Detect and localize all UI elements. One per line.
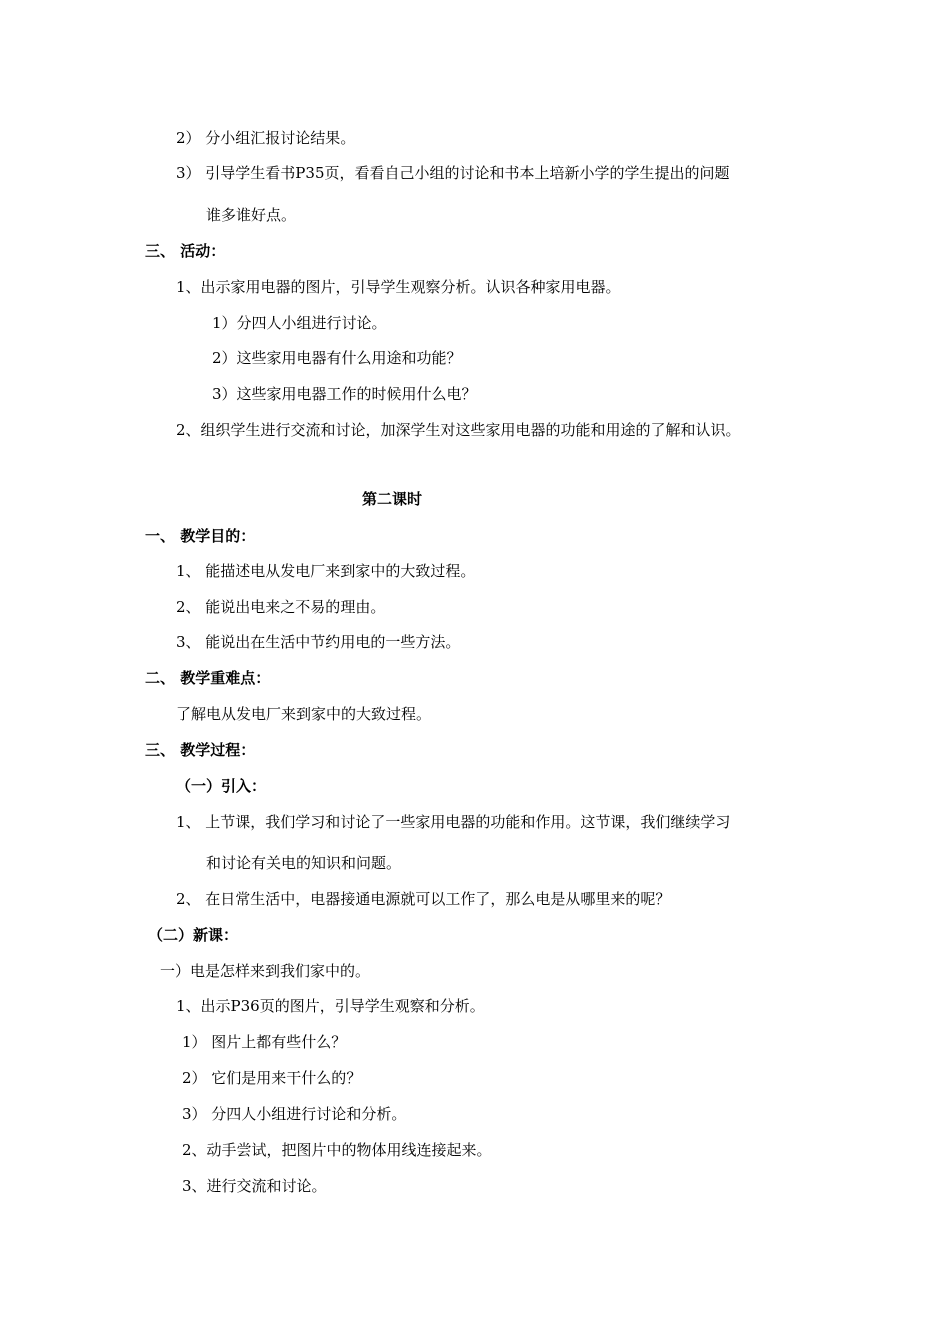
step-3-guide-cont: 谁多谁好点。 — [206, 206, 297, 224]
new-lesson-item-3: 3、进行交流和讨论。 — [182, 1177, 327, 1195]
activity-subitem-3: 3）这些家用电器工作的时候用什么电？ — [212, 385, 477, 403]
new-lesson-item-1: 1、出示P36页的图片，引导学生观察和分析。 — [176, 997, 485, 1015]
intro-item-1: 1、 上节课，我们学习和讨论了一些家用电器的功能和作用。这节课，我们继续学习 — [176, 813, 731, 831]
objective-item-1: 1、 能描述电从发电厂来到家中的大致过程。 — [176, 562, 476, 580]
key-point-text: 了解电从发电厂来到家中的大致过程。 — [176, 705, 432, 723]
new-lesson-item-2: 2、动手尝试，把图片中的物体用线连接起来。 — [182, 1141, 492, 1159]
intro-item-1-cont: 和讨论有关电的知识和问题。 — [206, 854, 402, 872]
step-3-guide: 3） 引导学生看书P35页，看看自己小组的讨论和书本上培新小学的学生提出的问题 — [176, 164, 730, 182]
section-heading-objectives: 一、 教学目的： — [145, 527, 256, 545]
section-heading-key-points: 二、 教学重难点： — [145, 669, 271, 687]
subsection-heading-new-lesson: （二）新课： — [148, 926, 239, 944]
section-heading-process: 三、 教学过程： — [145, 741, 256, 759]
new-lesson-topic-1: 一）电是怎样来到我们家中的。 — [160, 962, 371, 980]
lesson-title: 第二课时 — [362, 490, 423, 508]
intro-item-2: 2、 在日常生活中，电器接通电源就可以工作了，那么电是从哪里来的呢？ — [176, 890, 671, 908]
activity-subitem-2: 2）这些家用电器有什么用途和功能？ — [212, 349, 462, 367]
activity-subitem-1: 1）分四人小组进行讨论。 — [212, 314, 387, 332]
new-lesson-subitem-1: 1） 图片上都有些什么？ — [182, 1033, 347, 1051]
new-lesson-subitem-3: 3） 分四人小组进行讨论和分析。 — [182, 1105, 407, 1123]
activity-item-1: 1、出示家用电器的图片，引导学生观察分析。认识各种家用电器。 — [176, 278, 621, 296]
activity-item-2: 2、组织学生进行交流和讨论，加深学生对这些家用电器的功能和用途的了解和认识。 — [176, 421, 741, 439]
objective-item-2: 2、 能说出电来之不易的理由。 — [176, 598, 386, 616]
objective-item-3: 3、 能说出在生活中节约用电的一些方法。 — [176, 633, 461, 651]
step-2-report: 2） 分小组汇报讨论结果。 — [176, 129, 356, 147]
section-heading-activity: 三、 活动： — [145, 242, 226, 260]
new-lesson-subitem-2: 2） 它们是用来干什么的？ — [182, 1069, 362, 1087]
subsection-heading-intro: （一）引入： — [176, 777, 267, 795]
